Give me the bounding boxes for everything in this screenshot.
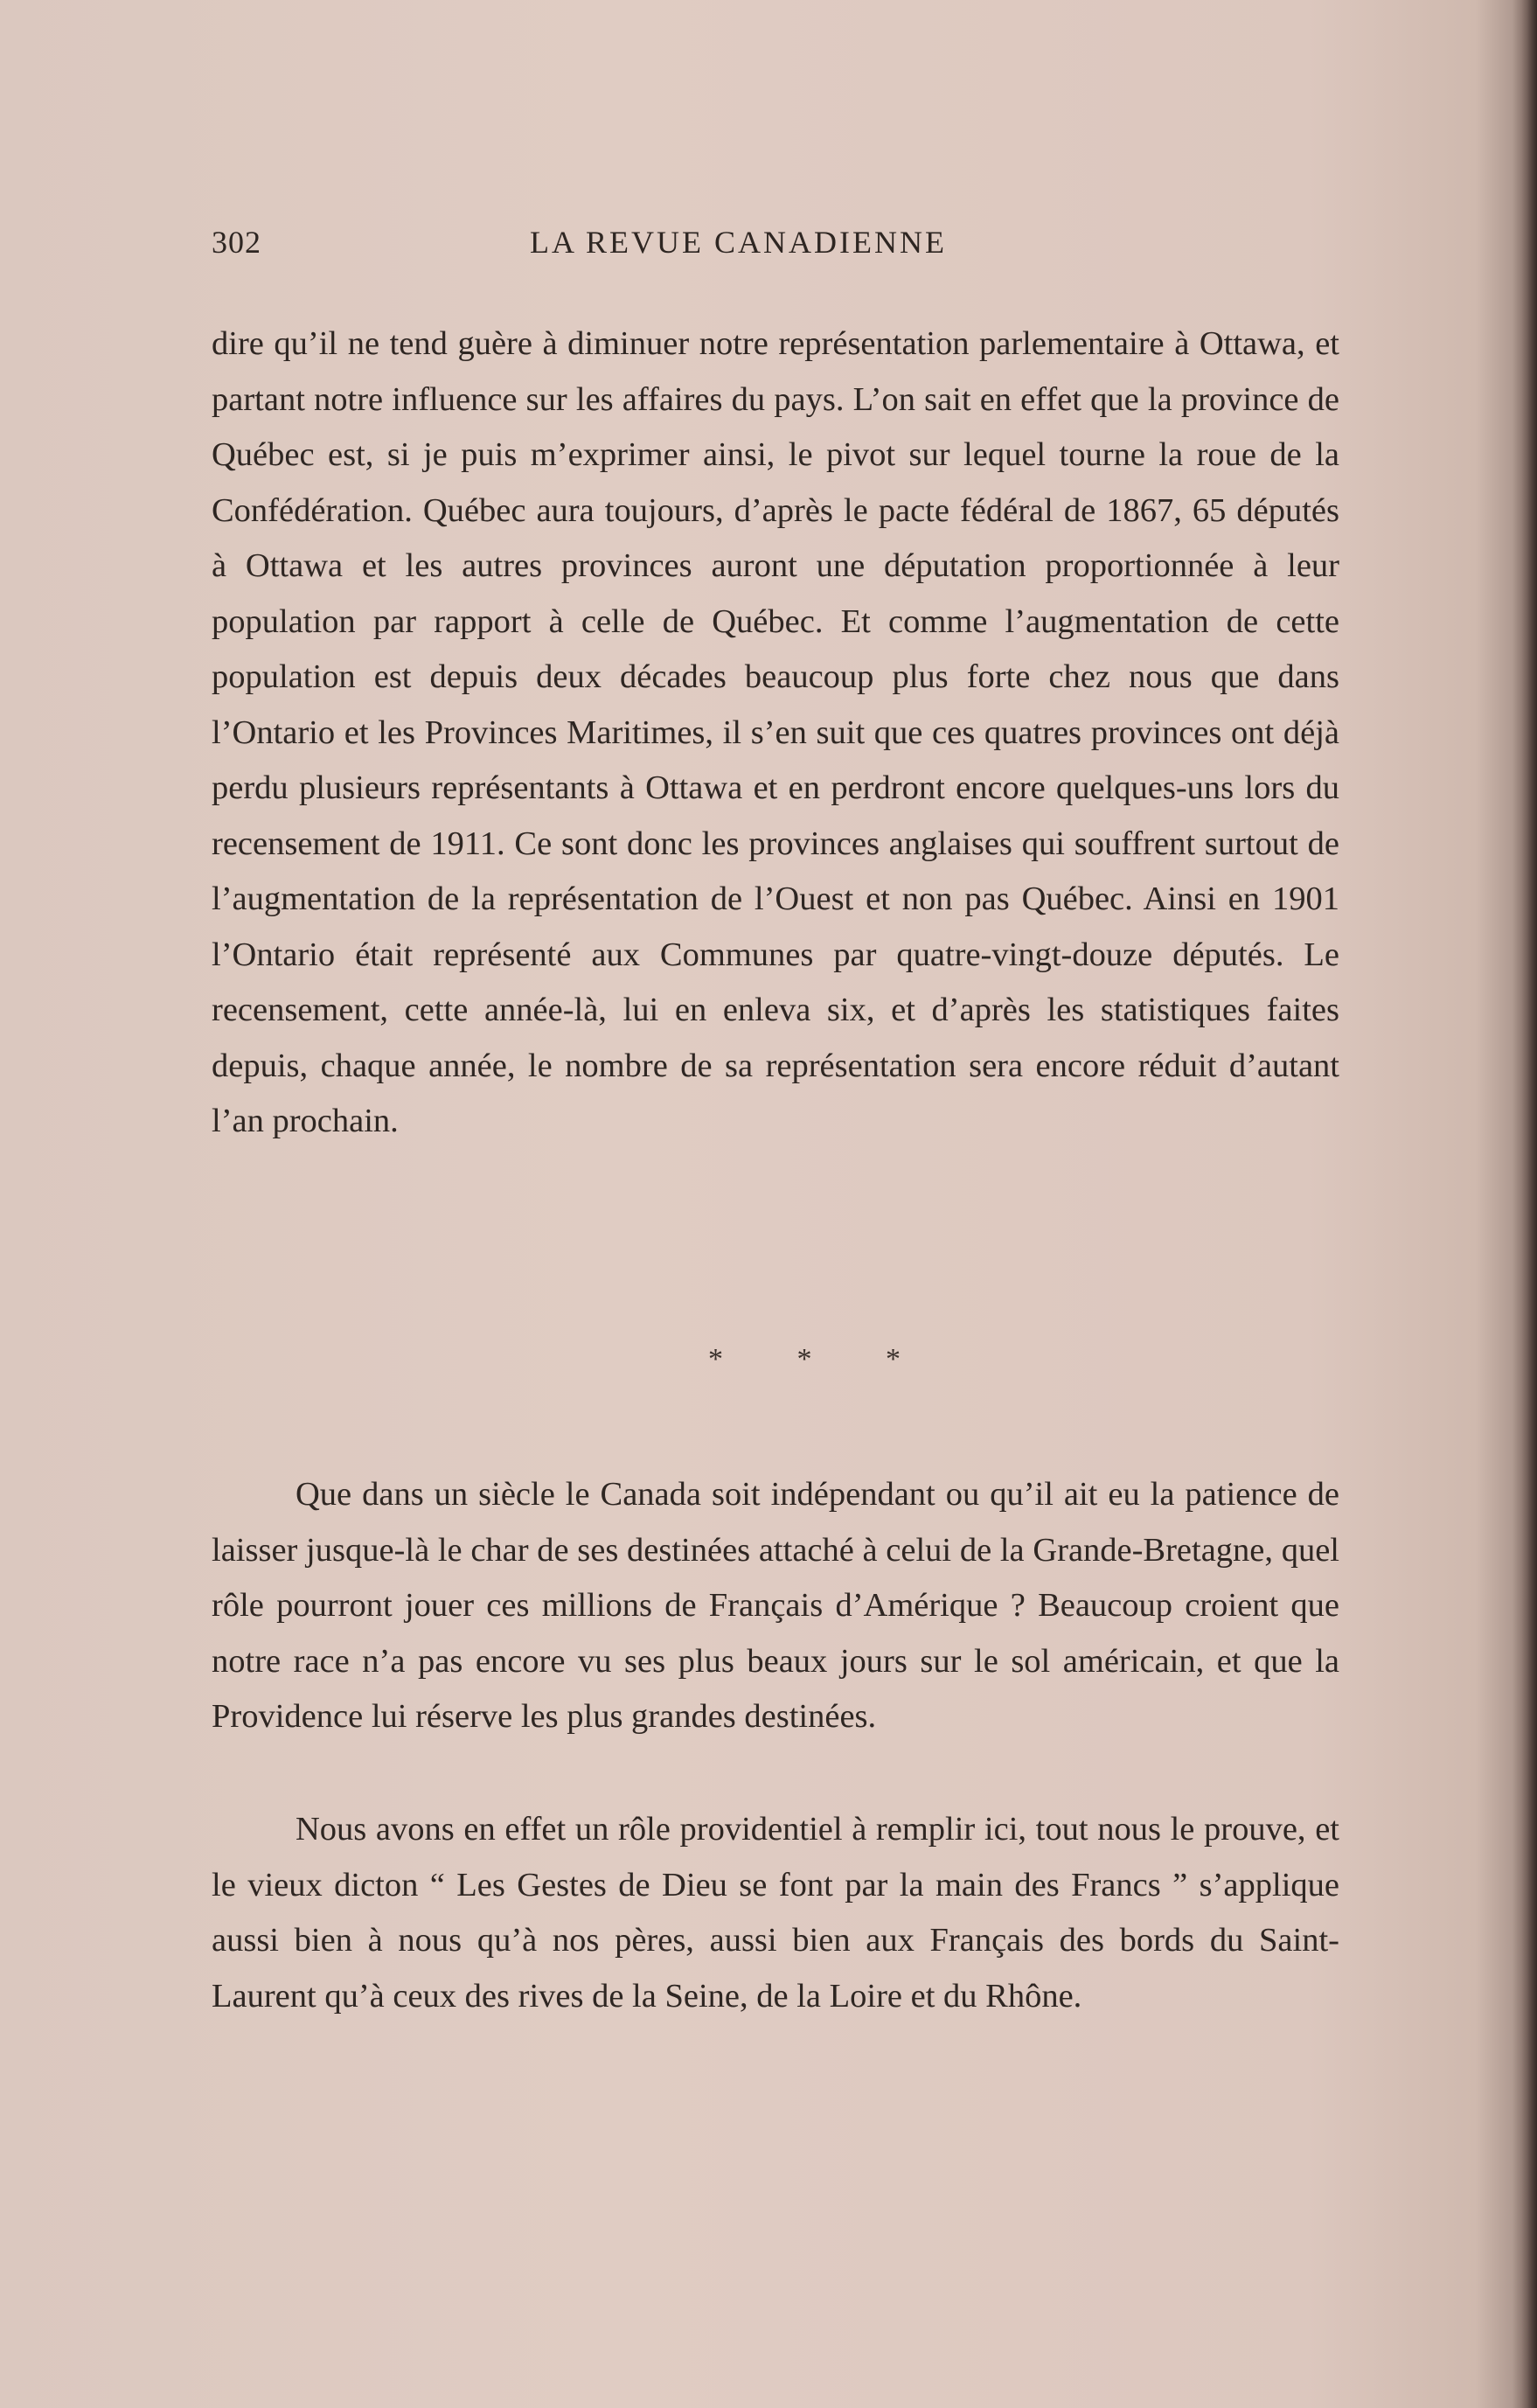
- running-title: LA REVUE CANADIENNE: [530, 225, 947, 260]
- book-spine-shadow: [1513, 0, 1537, 2408]
- section-separator: * * *: [708, 1343, 934, 1375]
- page-number: 302: [212, 225, 261, 260]
- paragraph-3: Nous avons en effet un rôle providentiel à remplir ici, tout nous le prouve, et le vieux dicton “ Les Gestes de Dieu se font par la main des Francs ” s’applique aussi bien à nous qu’à nos pères, aussi bien aux Français des bords du Saint-Laurent qu’à ceux des rives de la Seine, de la Loire et du Rhône.: [212, 1811, 1339, 2015]
- paragraph-2: Que dans un siècle le Canada soit indépendant ou qu’il ait eu la patience de laisser jusque-là le char de ses destinées attaché à celui de la Grande-Bretagne, quel rôle pourront jouer ces millions de Français d’Amérique ? Beaucoup croient que notre race n’a pas encore vu ses plus beaux jours sur le sol américain, et que la Providence lui réserve les plus grandes destinées.: [212, 1476, 1339, 1735]
- page-header: [212, 224, 1348, 268]
- paragraph-1: dire qu’il ne tend guère à diminuer notre représentation parlementaire à Ottawa, et partant notre influence sur les affaires du pays. L’on sait en effet que la province de Québec est, si je puis m’exprimer ainsi, le pivot sur lequel tourne la roue de la Confédération. Québec aura toujours, d’après le pacte fédéral de 1867, 65 députés à Ottawa et les autres provinces auront une députation proportionnée à leur population par rapport à celle de Québec. Et comme l’augmentation de cette population est depuis deux décades beaucoup plus forte chez nous que dans l’Ontario et les Provinces Maritimes, il s’en suit que ces quatres provinces ont déjà perdu plusieurs représentants à Ottawa et en perdront encore quelques-uns lors du recensement de 1911. Ce sont donc les provinces anglaises qui souffrent surtout de l’augmentation de la représentation de l’Ouest et non pas Québec. Ainsi en 1901 l’Ontario était représenté aux Communes par quatre-vingt-douze députés. Le recensement, cette année-là, lui en enleva six, et d’après les statistiques faites depuis, chaque année, le nombre de sa représentation sera encore réduit d’autant l’an prochain.: [212, 325, 1339, 1139]
